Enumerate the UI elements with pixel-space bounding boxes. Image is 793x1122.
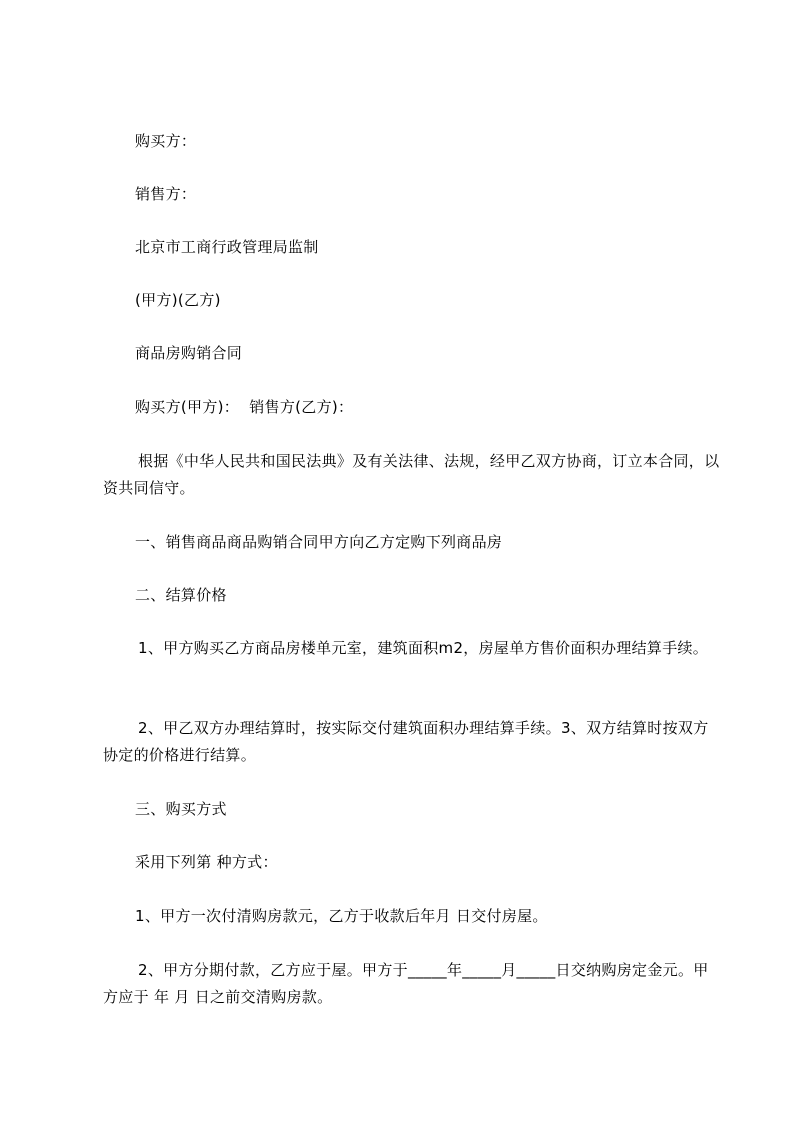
section-three-heading: 三、购买方式: [135, 800, 227, 818]
clause-2-1: 1、甲方购买乙方商品房楼单元室，建筑面积m2，房屋单方售价面积办理结算手续。: [138, 639, 709, 657]
payment-method-line: 采用下列第 种方式：: [135, 853, 278, 871]
contract-title: 商品房购销合同: [135, 344, 243, 362]
buyer-label: 购买方：: [135, 132, 197, 150]
supervisor-line: 北京市工商行政管理局监制: [135, 238, 319, 256]
clause-3-2: 2、甲方分期付款，乙方应于屋。甲方于_____年_____月_____日交纳购房定金元。甲方应于 年 月 日之前交清购房款。: [103, 961, 709, 1006]
parties-declaration: 购买方(甲方)： 销售方(乙方)：: [135, 398, 354, 416]
seller-label: 销售方：: [135, 185, 197, 203]
parties-line: (甲方)(乙方): [135, 291, 221, 309]
section-one-heading: 一、销售商品商品购销合同甲方向乙方定购下列商品房: [135, 533, 503, 551]
clause-3-1: 1、甲方一次付清购房款元，乙方于收款后年月 日交付房屋。: [135, 907, 548, 925]
preamble-paragraph: 根据《中华人民共和国民法典》及有关法律、法规，经甲乙双方协商，订立本合同，以资共同信守。: [103, 452, 720, 497]
section-two-heading: 二、结算价格: [135, 586, 227, 604]
clause-2-2: 2、甲乙双方办理结算时，按实际交付建筑面积办理结算手续。3、双方结算时按双方协定的价格进行结算。: [103, 719, 709, 764]
